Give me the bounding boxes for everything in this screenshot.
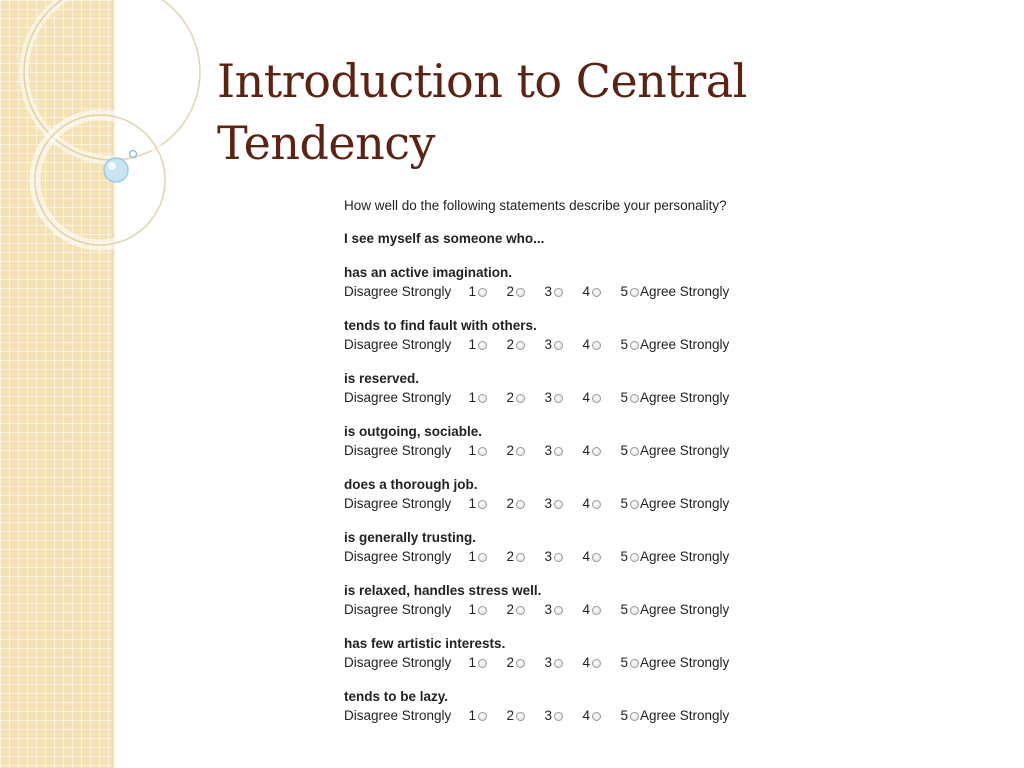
rating-number: 1 (468, 337, 476, 352)
rating-option (580, 653, 618, 673)
rating-option (466, 282, 504, 302)
rating-option (504, 547, 542, 567)
rating-option (580, 706, 618, 726)
survey-item (344, 688, 764, 741)
rating-radio-button[interactable] (554, 447, 563, 456)
rating-option (580, 388, 618, 408)
rating-number: 4 (582, 602, 590, 617)
rating-option (466, 706, 504, 726)
survey-item (344, 317, 764, 370)
scale-left-label: Disagree Strongly (344, 708, 452, 723)
rating-option (618, 388, 639, 408)
rating-radio-button[interactable] (478, 288, 487, 297)
rating-radio-button[interactable] (478, 712, 487, 721)
survey-question: How well do the following statements describe your personality? (344, 198, 727, 213)
rating-number: 5 (620, 549, 628, 564)
rating-number: 5 (620, 443, 628, 458)
rating-option (542, 335, 580, 355)
rating-radio-button[interactable] (592, 659, 601, 668)
rating-scale (344, 653, 764, 673)
rating-option (542, 282, 580, 302)
rating-number: 1 (468, 284, 476, 299)
rating-number: 2 (506, 390, 514, 405)
rating-scale (344, 706, 764, 726)
rating-number: 5 (620, 602, 628, 617)
survey-statement: tends to be lazy. (344, 689, 449, 704)
rating-radio-button[interactable] (516, 712, 525, 721)
rating-radio-button[interactable] (592, 288, 601, 297)
rating-radio-button[interactable] (554, 659, 563, 668)
rating-option (618, 706, 639, 726)
rating-radio-button[interactable] (478, 606, 487, 615)
rating-number: 1 (468, 708, 476, 723)
rating-number: 5 (620, 337, 628, 352)
survey-item (344, 582, 764, 635)
rating-number: 3 (544, 337, 552, 352)
scale-left-label: Disagree Strongly (344, 443, 452, 458)
scale-right-label: Agree Strongly (640, 549, 730, 564)
rating-number: 3 (544, 602, 552, 617)
survey-item (344, 264, 764, 317)
rating-option (580, 600, 618, 620)
scale-right-label: Agree Strongly (640, 708, 730, 723)
rating-radio-button[interactable] (630, 288, 639, 297)
rating-radio-button[interactable] (478, 659, 487, 668)
rating-number: 4 (582, 284, 590, 299)
survey-item (344, 635, 764, 688)
scale-right-label: Agree Strongly (640, 655, 730, 670)
rating-number: 3 (544, 655, 552, 670)
rating-number: 2 (506, 708, 514, 723)
survey-item (344, 476, 764, 529)
rating-option (504, 282, 542, 302)
rating-radio-button[interactable] (630, 659, 639, 668)
survey-statement: has an active imagination. (344, 265, 513, 280)
rating-radio-button[interactable] (592, 606, 601, 615)
rating-number: 5 (620, 390, 628, 405)
rating-option (618, 335, 639, 355)
rating-radio-button[interactable] (554, 394, 563, 403)
survey-statement: is reserved. (344, 371, 420, 386)
rating-option (504, 335, 542, 355)
rating-scale (344, 388, 764, 408)
rating-scale (344, 547, 764, 567)
rating-number: 1 (468, 390, 476, 405)
rating-option (542, 706, 580, 726)
rating-option (504, 494, 542, 514)
rating-radio-button[interactable] (554, 553, 563, 562)
rating-radio-button[interactable] (516, 447, 525, 456)
rating-number: 4 (582, 496, 590, 511)
rating-option (618, 441, 639, 461)
rating-scale (344, 600, 764, 620)
rating-radio-button[interactable] (516, 500, 525, 509)
rating-radio-button[interactable] (630, 341, 639, 350)
rating-number: 3 (544, 443, 552, 458)
rating-number: 2 (506, 549, 514, 564)
rating-radio-button[interactable] (516, 553, 525, 562)
survey-statement: has few artistic interests. (344, 636, 506, 651)
personality-survey (344, 198, 764, 741)
rating-radio-button[interactable] (478, 553, 487, 562)
rating-option (580, 441, 618, 461)
survey-statement: is generally trusting. (344, 530, 477, 545)
rating-option (542, 388, 580, 408)
survey-item (344, 529, 764, 582)
scale-right-label: Agree Strongly (640, 337, 730, 352)
rating-option (542, 547, 580, 567)
rating-radio-button[interactable] (554, 712, 563, 721)
rating-option (504, 441, 542, 461)
rating-radio-button[interactable] (592, 394, 601, 403)
rating-radio-button[interactable] (554, 500, 563, 509)
rating-option (618, 282, 639, 302)
rating-radio-button[interactable] (516, 288, 525, 297)
rating-option (466, 335, 504, 355)
rating-option (580, 547, 618, 567)
rating-option (542, 494, 580, 514)
rating-radio-button[interactable] (516, 394, 525, 403)
rating-number: 2 (506, 655, 514, 670)
rating-option (542, 441, 580, 461)
slide-title: Introduction to Central Tendency (217, 54, 747, 170)
scale-right-label: Agree Strongly (640, 602, 730, 617)
rating-number: 3 (544, 708, 552, 723)
rating-number: 5 (620, 284, 628, 299)
rating-radio-button[interactable] (554, 606, 563, 615)
rating-number: 1 (468, 549, 476, 564)
rating-radio-button[interactable] (516, 659, 525, 668)
survey-item (344, 423, 764, 476)
rating-number: 2 (506, 443, 514, 458)
rating-number: 3 (544, 390, 552, 405)
rating-number: 2 (506, 337, 514, 352)
rating-number: 1 (468, 496, 476, 511)
rating-option (504, 388, 542, 408)
rating-number: 4 (582, 549, 590, 564)
rating-scale (344, 441, 764, 461)
scale-left-label: Disagree Strongly (344, 602, 452, 617)
rating-option (618, 494, 639, 514)
rating-scale (344, 335, 764, 355)
scale-left-label: Disagree Strongly (344, 655, 452, 670)
rating-radio-button[interactable] (478, 341, 487, 350)
rating-number: 2 (506, 602, 514, 617)
rating-number: 5 (620, 708, 628, 723)
rating-radio-button[interactable] (592, 712, 601, 721)
survey-item (344, 370, 764, 423)
survey-statement: is outgoing, sociable. (344, 424, 483, 439)
rating-option (466, 547, 504, 567)
rating-radio-button[interactable] (592, 341, 601, 350)
rating-number: 5 (620, 655, 628, 670)
rating-radio-button[interactable] (592, 553, 601, 562)
rating-number: 1 (468, 443, 476, 458)
rating-option (466, 494, 504, 514)
rating-number: 4 (582, 337, 590, 352)
rating-radio-button[interactable] (630, 500, 639, 509)
rating-number: 3 (544, 549, 552, 564)
rating-radio-button[interactable] (630, 553, 639, 562)
rating-scale (344, 282, 764, 302)
rating-radio-button[interactable] (630, 394, 639, 403)
rating-radio-button[interactable] (592, 447, 601, 456)
rating-radio-button[interactable] (554, 341, 563, 350)
rating-number: 4 (582, 443, 590, 458)
rating-number: 4 (582, 708, 590, 723)
scale-left-label: Disagree Strongly (344, 549, 452, 564)
rating-radio-button[interactable] (630, 712, 639, 721)
rating-radio-button[interactable] (478, 394, 487, 403)
rating-number: 1 (468, 655, 476, 670)
side-panel-edge (112, 0, 115, 768)
rating-option (618, 600, 639, 620)
rating-number: 3 (544, 496, 552, 511)
scale-right-label: Agree Strongly (640, 496, 730, 511)
survey-intro: I see myself as someone who... (344, 231, 545, 246)
rating-option (504, 600, 542, 620)
rating-radio-button[interactable] (516, 341, 525, 350)
rating-option (542, 600, 580, 620)
scale-right-label: Agree Strongly (640, 443, 730, 458)
scale-right-label: Agree Strongly (640, 390, 730, 405)
rating-radio-button[interactable] (630, 606, 639, 615)
rating-radio-button[interactable] (478, 447, 487, 456)
rating-option (580, 335, 618, 355)
survey-statement: tends to find fault with others. (344, 318, 537, 333)
rating-option (618, 653, 639, 673)
rating-number: 4 (582, 655, 590, 670)
scale-left-label: Disagree Strongly (344, 496, 452, 511)
rating-radio-button[interactable] (516, 606, 525, 615)
rating-option (542, 653, 580, 673)
survey-statement: does a thorough job. (344, 477, 478, 492)
rating-radio-button[interactable] (592, 500, 601, 509)
rating-option (466, 441, 504, 461)
rating-radio-button[interactable] (554, 288, 563, 297)
scale-right-label: Agree Strongly (640, 284, 730, 299)
rating-number: 2 (506, 284, 514, 299)
rating-option (466, 653, 504, 673)
decorative-side-panel (0, 0, 114, 768)
rating-scale (344, 494, 764, 514)
scale-left-label: Disagree Strongly (344, 390, 452, 405)
rating-option (618, 547, 639, 567)
rating-option (466, 388, 504, 408)
rating-option (466, 600, 504, 620)
survey-items (344, 264, 764, 741)
rating-number: 3 (544, 284, 552, 299)
rating-number: 5 (620, 496, 628, 511)
rating-number: 4 (582, 390, 590, 405)
scale-left-label: Disagree Strongly (344, 284, 452, 299)
scale-left-label: Disagree Strongly (344, 337, 452, 352)
rating-option (580, 494, 618, 514)
rating-number: 1 (468, 602, 476, 617)
survey-statement: is relaxed, handles stress well. (344, 583, 542, 598)
rating-radio-button[interactable] (630, 447, 639, 456)
rating-option (580, 282, 618, 302)
rating-number: 2 (506, 496, 514, 511)
rating-option (504, 653, 542, 673)
rating-radio-button[interactable] (478, 500, 487, 509)
rating-option (504, 706, 542, 726)
